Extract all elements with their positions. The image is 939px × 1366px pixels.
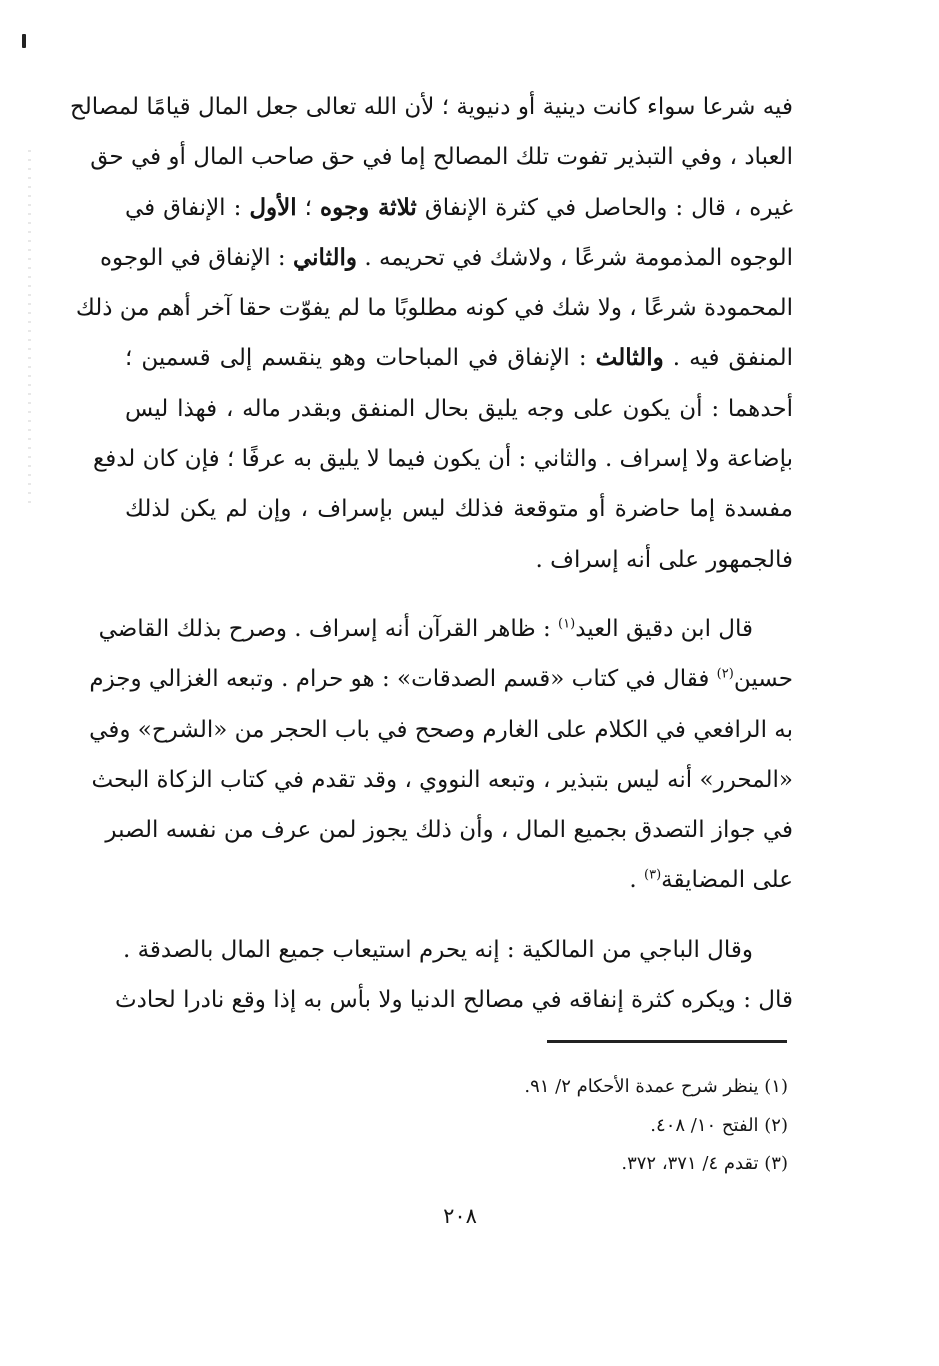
- bold-term: الأول: [249, 193, 297, 221]
- footnote-2: (٢) الفتح ١٠/ ٤٠٨.: [650, 1114, 788, 1136]
- text-run: قال : ويكره كثرة إنفاقه في مصالح الدنيا ولا بأس به إذا وقع نادرا لحادث: [115, 987, 793, 1014]
- bold-term: ثلاثة وجوه: [320, 193, 417, 221]
- text-run: ؛: [296, 194, 321, 221]
- text-run: العباد ، وفي التبذير تفوت تلك المصالح إما في حق صاحب المال أو في حق: [90, 144, 793, 171]
- text-line: [122, 925, 793, 975]
- text-run: به الرافعي في الكلام على الغارم وصحح في باب الحجر من «الشرح» وفي: [89, 716, 793, 743]
- text-line: [89, 654, 793, 704]
- text-run: فيه شرعا سواء كانت دينية أو دنيوية ؛ لأن الله تعالى جعل المال قيامًا لمصالح: [69, 94, 793, 120]
- text-run: المحمودة شرعًا ، ولا شك في كونه مطلوبًا ما لم يفوّت حقا آخر أهم من ذلك: [75, 295, 793, 322]
- margin-mark: [22, 34, 26, 48]
- text-line: [98, 604, 793, 654]
- text-line: [92, 434, 793, 484]
- text-run: : الإنفاق في المباحات وهو ينقسم إلى قسمين ؛: [125, 345, 596, 372]
- text-line: [125, 183, 793, 233]
- text-line: [105, 805, 793, 855]
- footnote-1: (١) ينظر شرح عمدة الأحكام ٢/ ٩١.: [524, 1076, 788, 1097]
- text-run: فقال في كتاب «قسم الصدقات» : هو حرام . وتبعه الغزالي وجزم: [89, 666, 717, 693]
- paragraph-3: [115, 925, 793, 1026]
- scan-speckle: [28, 150, 31, 510]
- text-run: .: [629, 867, 645, 894]
- text-run: الوجوه المذمومة شرعًا ، ولاشك في تحريمه .: [357, 244, 793, 271]
- text-run: المنفق فيه .: [663, 345, 793, 372]
- text-line: [125, 855, 793, 905]
- text-line: [125, 333, 793, 383]
- paragraph-gap: [125, 585, 793, 604]
- page-number: ٢٠٨: [443, 1204, 477, 1228]
- text-line: [100, 233, 793, 283]
- footnote-3: (٣) تقدم ٤/ ٣٧١، ٣٧٢.: [621, 1153, 788, 1174]
- footnote-ref[interactable]: (٢): [716, 666, 734, 682]
- text-run: «المحرر» أنه ليس بتبذير ، وتبعه النووي ، وقد تقدم في كتاب الزكاة البحث: [91, 766, 793, 793]
- main-text: [69, 82, 794, 1025]
- text-line: [75, 283, 793, 333]
- text-line: [125, 384, 793, 434]
- text-run: : ظاهر القرآن أنه إسراف . وصرح بذلك القاضي: [98, 615, 559, 642]
- text-run: غيره ، قال : والحاصل في كثرة الإنفاق: [416, 194, 794, 221]
- text-run: على المضايقة: [661, 867, 793, 894]
- footnote-ref[interactable]: (٣): [644, 867, 662, 883]
- text-run: أحدهما : أن يكون على وجه يليق بحال المنفق وبقدر ماله ، فهذا ليس: [125, 395, 793, 422]
- text-run: فالجمهور على أنه إسراف .: [535, 546, 793, 573]
- text-line: [89, 705, 793, 755]
- text-line: [91, 755, 793, 805]
- text-run: مفسدة إما حاضرة أو متوقعة فذلك ليس بإسراف ، وإن لم يكن لذلك: [125, 496, 793, 523]
- text-run: حسين: [733, 666, 793, 693]
- text-line: [115, 975, 793, 1025]
- footnotes: [340, 1068, 788, 1184]
- text-line: [69, 82, 793, 132]
- text-line: [125, 484, 793, 534]
- text-line: [125, 535, 793, 585]
- paragraph-gap: [125, 906, 793, 925]
- paragraph-1: [69, 82, 794, 585]
- text-run: وقال الباجي من المالكية : إنه يحرم استيعاب جميع المال بالصدقة .: [122, 936, 753, 963]
- text-run: قال ابن دقيق العيد: [575, 615, 753, 642]
- footnote-separator: [547, 1040, 787, 1043]
- text-run: : الإنفاق في الوجوه: [100, 244, 293, 271]
- text-run: : الإنفاق في: [125, 194, 250, 221]
- text-line: [90, 132, 793, 182]
- bold-term: والثالث: [595, 344, 664, 372]
- bold-term: والثاني: [292, 243, 358, 271]
- text-run: في جواز التصدق بجميع المال ، وأن ذلك يجوز لمن عرف من نفسه الصبر: [105, 817, 793, 844]
- text-run: بإضاعة ولا إسراف . والثاني : أن يكون فيما لا يليق به عرفًا ؛ فإن كان لدفع: [92, 446, 793, 473]
- paragraph-2: [89, 604, 793, 906]
- footnote-ref[interactable]: (١): [558, 616, 576, 632]
